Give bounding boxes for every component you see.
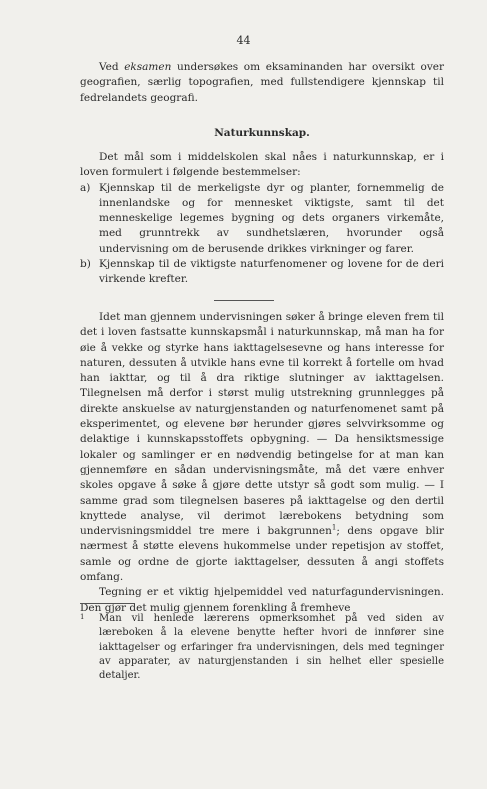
list-item <box>80 257 444 288</box>
emphasis-eksamen: eksamen <box>124 61 172 73</box>
aims-section <box>80 150 444 288</box>
footnote-reference: 1 <box>331 523 337 532</box>
footnote-text: Man vil henlede lærerens opmerksomhet på ved siden av læreboken å la elevene benytte hefter hvori de innfører sine iakttagelser og erfaringer fra undervisningen, dels med tegninger av apparater, av naturgjenstanden i sin helhet eller spesielle detaljer. <box>99 613 444 682</box>
body-text <box>80 310 444 616</box>
section-divider <box>214 300 274 301</box>
section-heading: Naturkunnskap. <box>214 127 310 139</box>
footnote-marker: 1 <box>80 613 85 621</box>
list-item-text: Kjennskap til de merkeligste dyr og planter, fornemmelig de innenlandske og for mennesket viktigste, samt til det menneskelige legemes bygning og dets organers virkemåte, med grunntrekk av sundhetslæren, hvorunder også undervisning om de berusende drikkes virkninger og farer. <box>99 181 444 255</box>
intro-text-before: Ved <box>99 61 125 73</box>
body-paragraph: Tegning er et viktig hjelpemiddel ved naturfagundervisningen. Den gjør det mulig gjennem forenkling å fremheve <box>80 586 444 614</box>
list-marker: b) <box>80 258 91 271</box>
page-number: 44 <box>236 34 251 47</box>
body-paragraph <box>80 310 444 585</box>
intro-text-after: undersøkes om eksaminanden har oversikt over geografien, særlig topografien, med fullstendigere kjennskap til fedrelandets geografi. <box>80 61 444 104</box>
exam-paragraph <box>80 60 444 106</box>
body-text-part: ; dens opgave blir nærmest å støtte elevens hukommelse under repetisjon av stoffet, samle og ordne de gjorte iakttagelser, dessuten å angi stoffets omfang. <box>80 525 444 584</box>
aims-intro: Det mål som i middelskolen skal nåes i naturkunnskap, er i loven formulert i følgende bestemmelser: <box>80 151 444 179</box>
body-text-part: Idet man gjennem undervisningen søker å bringe eleven frem til det i loven fastsatte kunnskapsmål i naturkunnskap, må man ha for øie å vekke og styrke hans iakttagelsesevne og hans interesse for naturen, dessuten å utvikle hans evne til korrekt å fortelle om hvad han iakttar, og til å dra riktige slutninger av iakttagelsen. Tilegnelsen må derfor i størst mulig utstrekning grunnlegges på direkte anskuelse av naturgjenstanden og naturfenomenet samt på eksperimentet, og elevene bør herunder gjøres selvvirksomme og delaktige i kunnskapsstoffets opbygning. — Da hensiktsmessige lokaler og samlinger er en nødvendig betingelse for at man kan gjennemføre en sådan undervisningsmåte, må det være enhver skoles opgave å søke å gjøre dette utstyr så godt som mulig. — I samme grad som tilegnelsen baseres på iakttagelse og den dertil knyttede analyse, vil derimot lærebokens betydning som undervisningsmiddel tre mere i bakgrunnen <box>80 311 444 538</box>
list-item <box>80 181 444 257</box>
list-marker: a) <box>80 181 91 194</box>
aims-list <box>80 181 444 288</box>
footnote-divider <box>80 603 135 604</box>
footnote <box>80 612 444 683</box>
list-item-text: Kjennskap til de viktigste naturfenomener og lovene for de deri virkende krefter. <box>99 258 444 286</box>
footnote-item <box>80 612 444 683</box>
